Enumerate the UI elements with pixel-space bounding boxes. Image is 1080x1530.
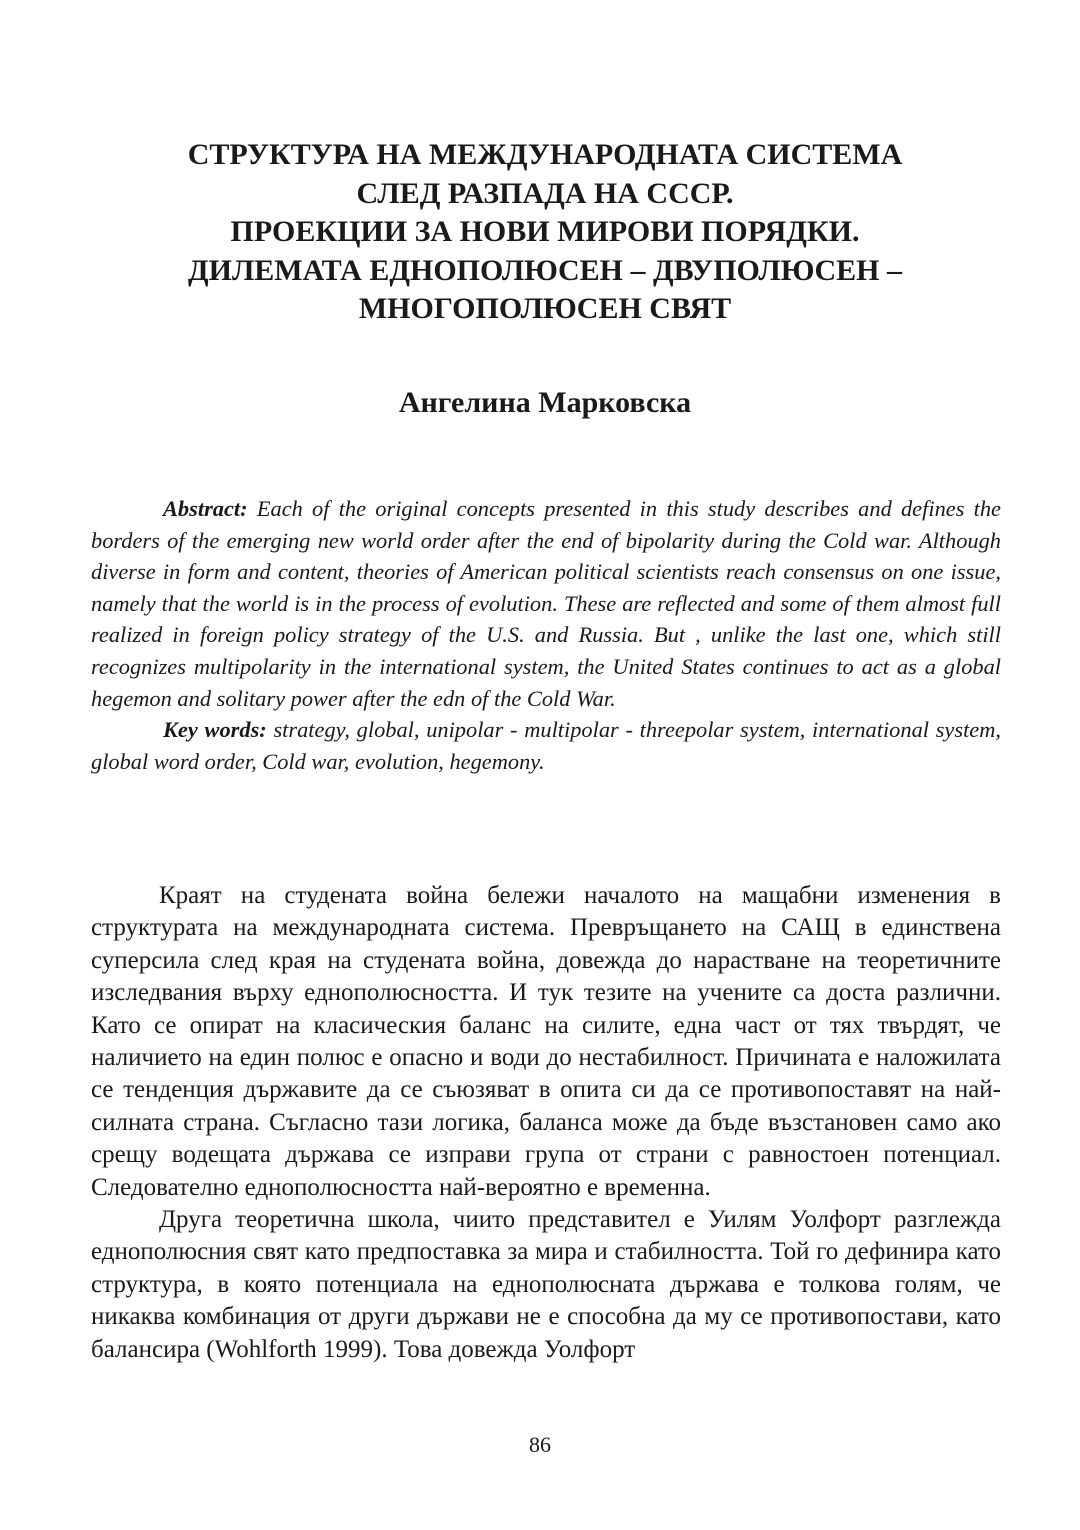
keywords-text: strategy, global, unipolar - multipolar - threepolar system, international system, global word order, Cold war, evolution, hegemony. bbox=[91, 717, 1001, 774]
abstract-label: Abstract: bbox=[163, 496, 248, 521]
title-line: МНОГОПОЛЮСЕН СВЯТ bbox=[358, 292, 732, 325]
abstract-paragraph bbox=[91, 493, 1001, 714]
page-number: 86 bbox=[529, 1432, 551, 1457]
keywords-label: Key words: bbox=[163, 717, 267, 743]
title-line: ДИЛЕМАТА ЕДНОПОЛЮСЕН – ДВУПОЛЮСЕН – bbox=[187, 253, 903, 287]
body-paragraph: Краят на студената война бележи началото на мащабни изменения в структурата на международната система. Превръщането на САЩ в единствена суперсила след края на студената война, довежда до нарастване на теоретичните изследвания върху еднополюсността. И тук тезите на учените са доста различни. Като се опират на класическия баланс на силите, една част от тях твърдят, че наличието на един полюс е опасно и води до нестабилност. Причината е наложилата се тенденция държавите да се съюзяват в опита си да се противопоставят на най-силната страна. Съгласно тази логика, баланса може да бъде възстановен само ако срещу водещата държава се изправи група от страни с равностоен потенциал. Следователно еднополюсността най-вероятно е временна. bbox=[91, 882, 1001, 1201]
body-paragraph: Друга теоретична школа, чиито представител е Уилям Уолфорт разглежда еднополюсния свят като предпоставка за мира и стабилността. Той го дефинира като структура, в която потенциала на еднополюсната държава е толкова голям, че никаква комбинация от други държави не е способна да му се противопостави, като балансира (Wohlforth 1999). Това довежда Уолфорт bbox=[91, 1206, 1001, 1363]
title-line: СТРУКТУРА НА МЕЖДУНАРОДНАТА СИСТЕМА bbox=[187, 138, 903, 171]
keywords-paragraph bbox=[91, 714, 1001, 777]
author-name: Ангелина Марковска bbox=[398, 386, 692, 419]
title-line: ПРОЕКЦИИ ЗА НОВИ МИРОВИ ПОРЯДКИ. bbox=[230, 215, 860, 248]
article-title bbox=[90, 136, 1000, 329]
title-line: СЛЕД РАЗПАДА НА СССР. bbox=[356, 176, 734, 210]
body-text bbox=[91, 880, 1001, 1366]
abstract-text: Each of the original concepts presented in this study describes and defines the borders of the emerging new world order after the end of bipolarity during the Cold war. Although diverse in form and content, theories of American political scientists reach consensus on one issue, namely that the world is in the process of evolution. These are reflected and some of them almost full realized in foreign policy strategy of the U.S. and Russia. But , unlike the last one, which still recognizes multipolarity in the international system, the United States continues to act as a global hegemon and solitary power after the edn of the Cold War. bbox=[91, 496, 1001, 711]
abstract-section bbox=[91, 493, 1001, 777]
